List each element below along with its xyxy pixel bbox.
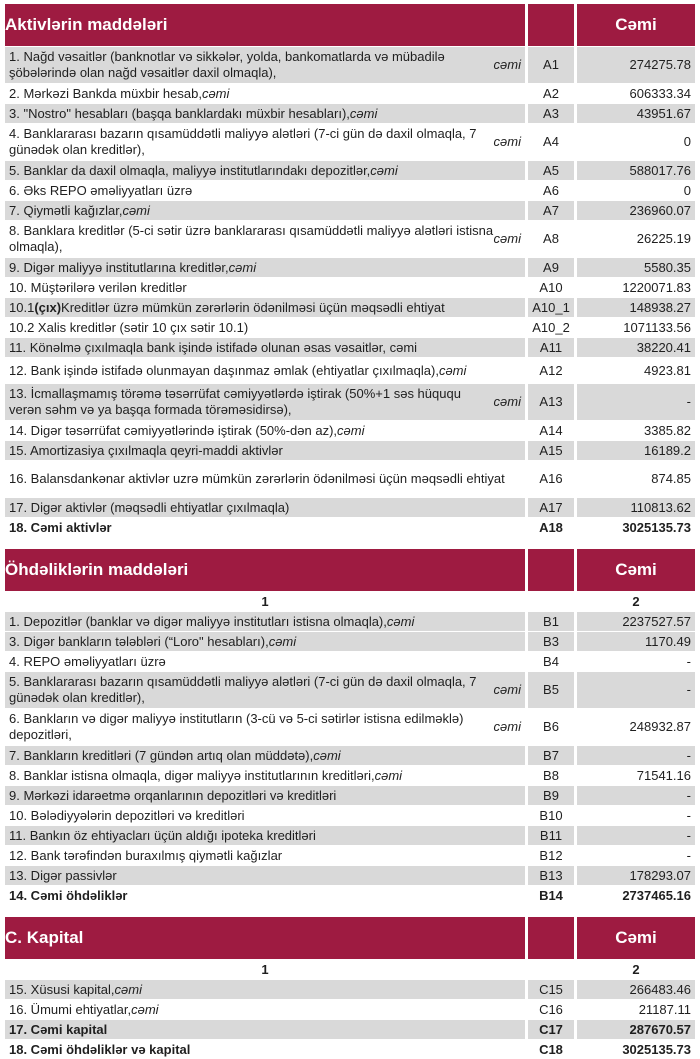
label-italic-tail: cəmi (374, 767, 403, 783)
row-code: A7 (528, 201, 574, 220)
column-index-2: 2 (577, 960, 695, 979)
table-row-A12 (5, 358, 695, 383)
row-code: B10 (528, 806, 574, 825)
row-code: A5 (528, 161, 574, 180)
row-value: 1220071.83 (577, 278, 695, 297)
label-italic-tail: cəmi (493, 682, 521, 697)
section-capital (5, 917, 695, 1059)
row-label: 8. Banklar istisna olmaqla, digər maliyyə institutlarının kreditləri, cəmi (5, 766, 525, 785)
label-italic-tail: cəmi (493, 134, 521, 149)
row-value: 274275.78 (577, 47, 695, 83)
table-row-A3 (5, 104, 695, 123)
section-total-header: Cəmi (577, 549, 695, 591)
row-code: C17 (528, 1020, 574, 1039)
section-rows (5, 960, 695, 1059)
row-code: C16 (528, 1000, 574, 1019)
row-code: A17 (528, 498, 574, 517)
row-value: 2237527.57 (577, 612, 695, 631)
row-label: 6. Bankların və digər maliyyə institutların (3-cü və 5-ci sətirlər istisna edilməklə) depozitləri, cəmi (5, 709, 525, 745)
table-row-A10 (5, 278, 695, 297)
row-code: B9 (528, 786, 574, 805)
row-code: A14 (528, 421, 574, 440)
row-value: 3025135.73 (577, 518, 695, 537)
row-value: 4923.81 (577, 358, 695, 383)
row-code: A10 (528, 278, 574, 297)
table-row-B7 (5, 746, 695, 765)
section-header-assets (5, 4, 695, 46)
table-row-A16 (5, 461, 695, 497)
row-label: 17. Cəmi kapital (5, 1020, 525, 1039)
row-value: 266483.46 (577, 980, 695, 999)
table-row-C18 (5, 1040, 695, 1059)
section-assets (5, 4, 695, 537)
table-row-A6 (5, 181, 695, 200)
row-code: B3 (528, 632, 574, 651)
label-italic-tail: cəmi (386, 613, 415, 629)
row-value: 236960.07 (577, 201, 695, 220)
table-row-A1 (5, 47, 695, 83)
section-title: Öhdəliklərin maddələri (5, 549, 525, 591)
row-code: A1 (528, 47, 574, 83)
row-code: A13 (528, 384, 574, 420)
row-code: C15 (528, 980, 574, 999)
row-label: 4. REPO əməliyyatları üzrə (5, 652, 525, 671)
table-row-C17 (5, 1020, 695, 1039)
row-label: 12. Bank işində istifadə olunmayan daşınmaz əmlak (ehtiyatlar çıxılmaqla), cəmi (5, 358, 525, 383)
row-value: - (577, 652, 695, 671)
label-italic-tail: cəmi (370, 162, 398, 178)
table-row-B14 (5, 886, 695, 905)
row-value: 2737465.16 (577, 886, 695, 905)
row-value: - (577, 672, 695, 708)
table-row-B9 (5, 786, 695, 805)
row-code: B6 (528, 709, 574, 745)
section-code-header-spacer (528, 917, 574, 959)
section-header-liabilities (5, 549, 695, 591)
row-label: 9. Mərkəzi idarəetmə orqanlarının depozitləri və kreditləri (5, 786, 525, 805)
row-value: 1170.49 (577, 632, 695, 651)
row-value: 0 (577, 124, 695, 160)
label-italic-tail: cəmi (228, 259, 257, 275)
row-label: 10.2 Xalis kreditlər (sətir 10 çıx sətir 10.1) (5, 318, 525, 337)
row-value: 43951.67 (577, 104, 695, 123)
row-label: 9. Digər maliyyə institutlarına kreditlər, cəmi (5, 258, 525, 277)
table-row-C16 (5, 1000, 695, 1019)
table-row-B12 (5, 846, 695, 865)
label-italic-tail: cəmi (201, 85, 230, 101)
table-row-A8 (5, 221, 695, 257)
row-code: B12 (528, 846, 574, 865)
section-rows (5, 592, 695, 905)
row-value: 3025135.73 (577, 1040, 695, 1059)
table-row-C15 (5, 980, 695, 999)
row-code: A10_1 (528, 298, 574, 317)
row-value: 287670.57 (577, 1020, 695, 1039)
table-row-B13 (5, 866, 695, 885)
table-row-B11 (5, 826, 695, 845)
row-value: 588017.76 (577, 161, 695, 180)
row-label: 1. Nağd vəsaitlər (banknotlar və sikkələr, yolda, bankomatlarda və mübadilə şöbələrində olan nağd vəsaitlər daxil olmaqla), cəmi (5, 47, 525, 83)
column-index-2: 2 (577, 592, 695, 611)
table-row-A17 (5, 498, 695, 517)
row-value: 248932.87 (577, 709, 695, 745)
label-italic-tail: cəmi (268, 633, 297, 649)
row-value: 71541.16 (577, 766, 695, 785)
row-label: 14. Digər təsərrüfat cəmiyyətlərində iştirak (50%-dən az), cəmi (5, 421, 525, 440)
row-code: B4 (528, 652, 574, 671)
row-code: B13 (528, 866, 574, 885)
row-code: B14 (528, 886, 574, 905)
row-label: 13. Digər passivlər (5, 866, 525, 885)
table-row-A10_2 (5, 318, 695, 337)
row-value: 148938.27 (577, 298, 695, 317)
row-value: 110813.62 (577, 498, 695, 517)
table-row-B10 (5, 806, 695, 825)
row-label: 2. Mərkəzi Bankda müxbir hesab, cəmi (5, 84, 525, 103)
table-row-B6 (5, 709, 695, 745)
row-label: 10. Bələdiyyələrin depozitləri və kreditləri (5, 806, 525, 825)
row-value: - (577, 826, 695, 845)
row-label: 17. Digər aktivlər (məqsədli ehtiyatlar çıxılmaqla) (5, 498, 525, 517)
row-value: 21187.11 (577, 1000, 695, 1019)
row-label: 13. İcmallaşmamış törəmə təsərrüfat cəmiyyətlərdə iştirak (50%+1 səs hüququ verən səhm və ya başqa formada törəməsidirsə), cəmi (5, 384, 525, 420)
row-label: 15. Xüsusi kapital, cəmi (5, 980, 525, 999)
row-code: B1 (528, 612, 574, 631)
row-value: - (577, 846, 695, 865)
section-title: Aktivlərin maddələri (5, 4, 525, 46)
row-code: A11 (528, 338, 574, 357)
row-code: A9 (528, 258, 574, 277)
row-value: 5580.35 (577, 258, 695, 277)
column-index-spacer (528, 960, 574, 979)
row-code: A10_2 (528, 318, 574, 337)
row-code: A16 (528, 461, 574, 497)
label-italic-tail: cəmi (493, 57, 521, 72)
table-row-B5 (5, 672, 695, 708)
label-italic-tail: cəmi (337, 422, 365, 438)
table-row-A11 (5, 338, 695, 357)
section-title: C. Kapital (5, 917, 525, 959)
row-label: 14. Cəmi öhdəliklər (5, 886, 525, 905)
row-code: A4 (528, 124, 574, 160)
row-label: 15. Amortizasiya çıxılmaqla qeyri-maddi aktivlər (5, 441, 525, 460)
table-row-A14 (5, 421, 695, 440)
row-code: A2 (528, 84, 574, 103)
row-code: B5 (528, 672, 574, 708)
label-italic-tail: cəmi (493, 719, 521, 734)
table-row-A5 (5, 161, 695, 180)
row-code: B7 (528, 746, 574, 765)
label-italic-tail: cəmi (114, 981, 142, 997)
table-row-A10_1 (5, 298, 695, 317)
row-value: 3385.82 (577, 421, 695, 440)
section-total-header: Cəmi (577, 917, 695, 959)
row-label: 5. Banklar da daxil olmaqla, maliyyə institutlarındakı depozitlər, cəmi (5, 161, 525, 180)
section-code-header-spacer (528, 549, 574, 591)
row-code: A8 (528, 221, 574, 257)
row-label: 4. Banklararası bazarın qısamüddətli maliyyə alətləri (7-ci gün də daxil olmaqla, 7 günədək olan kreditlər), cəmi (5, 124, 525, 160)
row-value: 16189.2 (577, 441, 695, 460)
row-label: 5. Banklararası bazarın qısamüddətli maliyyə alətləri (7-ci gün də daxil olmaqla, 7 günədək olan kreditlər), cəmi (5, 672, 525, 708)
row-value: - (577, 786, 695, 805)
row-code: B11 (528, 826, 574, 845)
table-row-A18 (5, 518, 695, 537)
row-value: 1071133.56 (577, 318, 695, 337)
table-row-A13 (5, 384, 695, 420)
row-value: - (577, 746, 695, 765)
row-value: 178293.07 (577, 866, 695, 885)
row-label: 7. Qiymətli kağızlar, cəmi (5, 201, 525, 220)
column-index-spacer (528, 592, 574, 611)
row-label: 3. "Nostro" hesabları (başqa banklardakı müxbir hesabları), cəmi (5, 104, 525, 123)
table-row-A9 (5, 258, 695, 277)
column-index-row (5, 592, 695, 611)
row-label: 12. Bank tərəfindən buraxılmış qiymətli kağızlar (5, 846, 525, 865)
row-code: A15 (528, 441, 574, 460)
row-label: 11. Bankın öz ehtiyacları üçün aldığı ipoteka kreditləri (5, 826, 525, 845)
row-value: 38220.41 (577, 338, 695, 357)
label-italic-tail: cəmi (131, 1001, 159, 1017)
row-label: 6. Əks REPO əməliyyatları üzrə (5, 181, 525, 200)
label-italic-tail: cəmi (493, 231, 521, 246)
section-liabilities (5, 549, 695, 905)
row-value: 606333.34 (577, 84, 695, 103)
row-label: 8. Banklara kreditlər (5-ci sətir üzrə banklararası qısamüddətli maliyyə alətləri istisna olmaqla), cəmi (5, 221, 525, 257)
row-value: - (577, 806, 695, 825)
table-row-B3 (5, 632, 695, 651)
table-row-B8 (5, 766, 695, 785)
label-italic-tail: cəmi (438, 362, 467, 378)
row-label: 16. Ümumi ehtiyatlar, cəmi (5, 1000, 525, 1019)
row-code: B8 (528, 766, 574, 785)
table-row-A2 (5, 84, 695, 103)
row-code: A12 (528, 358, 574, 383)
column-index-1: 1 (5, 592, 525, 611)
table-row-A15 (5, 441, 695, 460)
label-italic-tail: cəmi (313, 747, 341, 763)
row-label: 1. Depozitlər (banklar və digər maliyyə institutları istisna olmaqla), cəmi (5, 612, 525, 631)
column-index-1: 1 (5, 960, 525, 979)
row-value: 26225.19 (577, 221, 695, 257)
row-label: 18. Cəmi aktivlər (5, 518, 525, 537)
table-row-B4 (5, 652, 695, 671)
row-label: 7. Bankların kreditləri (7 gündən artıq olan müddətə), cəmi (5, 746, 525, 765)
section-code-header-spacer (528, 4, 574, 46)
table-row-A7 (5, 201, 695, 220)
row-label: 10. Müştərilərə verilən kreditlər (5, 278, 525, 297)
row-label: 3. Digər bankların tələbləri (“Loro" hesabları), cəmi (5, 632, 525, 651)
row-value: 0 (577, 181, 695, 200)
label-italic-tail: cəmi (493, 394, 521, 409)
label-bold-segment: (çıx) (34, 299, 62, 315)
row-label: 16. Balansdankənar aktivlər uzrə mümkün zərərlərin ödənilməsi üçün məqsədli ehtiyat (5, 461, 525, 497)
row-code: A6 (528, 181, 574, 200)
section-rows (5, 47, 695, 537)
column-index-row (5, 960, 695, 979)
row-value: - (577, 384, 695, 420)
row-label: 11. Könəlmə çıxılmaqla bank işində istifadə olunan əsas vəsaitlər, cəmi (5, 338, 525, 357)
table-row-B1 (5, 612, 695, 631)
row-code: A18 (528, 518, 574, 537)
row-code: C18 (528, 1040, 574, 1059)
row-value: 874.85 (577, 461, 695, 497)
section-header-capital (5, 917, 695, 959)
row-label: 10.1 (çıx) Kreditlər üzrə mümkün zərərlərin ödənilməsi üçün məqsədli ehtiyat (5, 298, 525, 317)
row-code: A3 (528, 104, 574, 123)
row-label: 18. Cəmi öhdəliklər və kapital (5, 1040, 525, 1059)
label-italic-tail: cəmi (349, 105, 378, 121)
label-italic-tail: cəmi (122, 202, 150, 218)
section-total-header: Cəmi (577, 4, 695, 46)
table-row-A4 (5, 124, 695, 160)
